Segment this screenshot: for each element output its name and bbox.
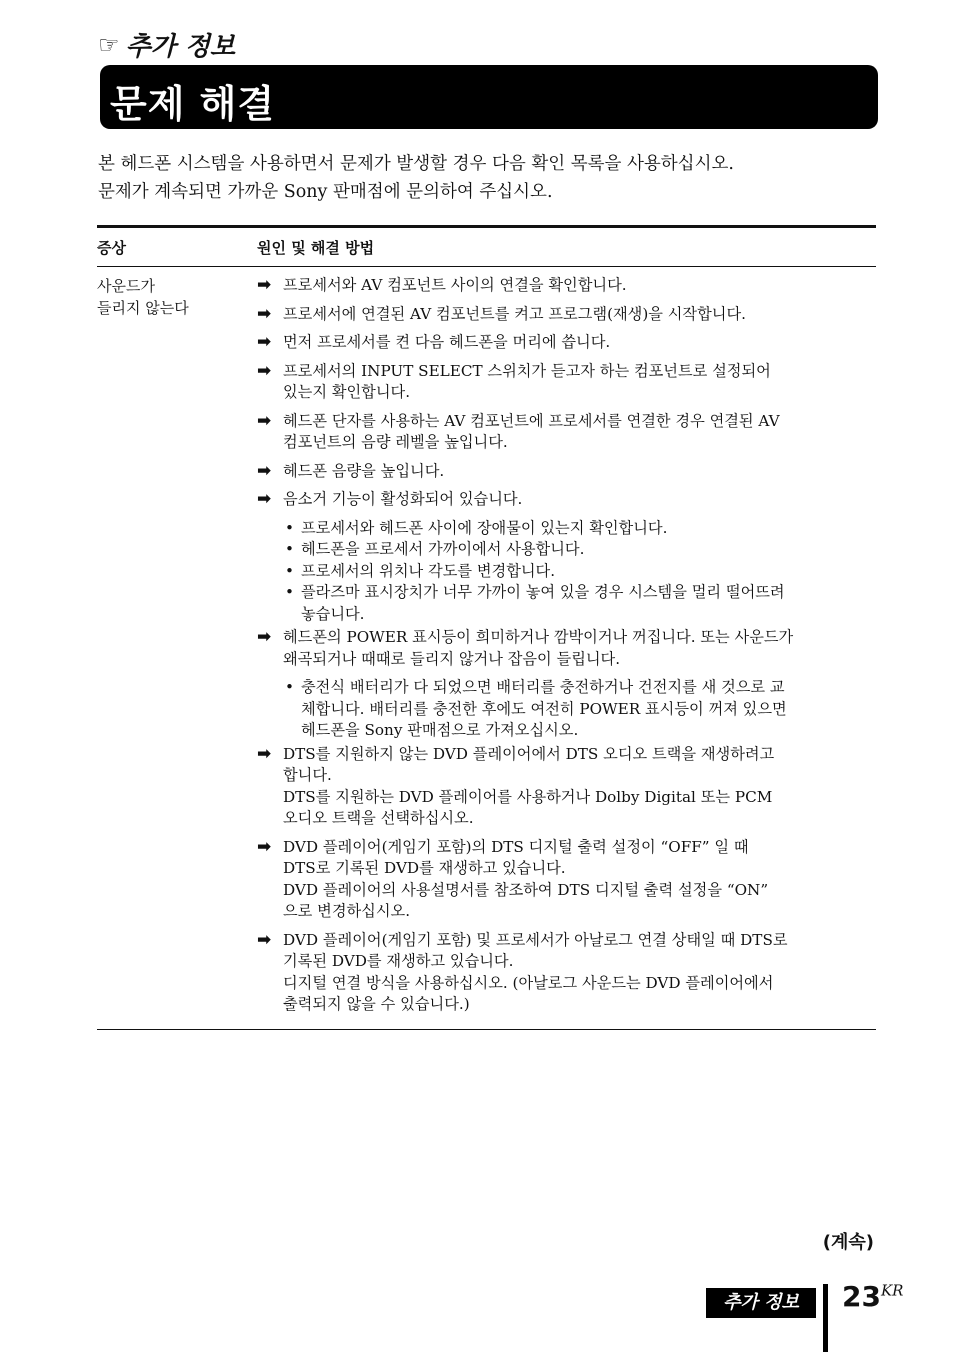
bullet-text: 프로세서의 위치나 각도를 변경합니다. bbox=[301, 561, 556, 580]
arrow-icon: ➡ bbox=[257, 836, 272, 857]
cause-item bbox=[257, 489, 876, 511]
bullet-icon: • bbox=[285, 678, 294, 696]
bullet-icon: • bbox=[285, 583, 294, 601]
cause-item bbox=[257, 461, 876, 483]
cause-item bbox=[257, 361, 876, 404]
bullet-text: 헤드폰을 Sony 판매점으로 가져오십시오. bbox=[301, 721, 579, 739]
cause-text: 헤드폰의 POWER 표시등이 희미하거나 깜박이거나 꺼집니다. 또는 사운드가 bbox=[283, 628, 794, 646]
cause-item bbox=[257, 744, 876, 830]
column-header-symptom: 증상 bbox=[97, 238, 126, 257]
cause-text: 왜곡되거나 때때로 들리지 않거나 잡음이 들립니다. bbox=[283, 649, 621, 668]
cause-item bbox=[257, 411, 876, 454]
cause-text: 합니다. bbox=[283, 766, 332, 784]
cause-text: 디지털 연결 방식을 사용하십시오. (아날로그 사운드는 DVD 플레이어에서 bbox=[283, 973, 774, 992]
symptom-line: 들리지 않는다 bbox=[97, 299, 189, 317]
cause-item bbox=[257, 332, 876, 354]
bullet-list bbox=[283, 677, 876, 742]
troubleshooting-table bbox=[97, 225, 876, 1030]
cause-text: 컴포넌트의 음량 레벨을 높입니다. bbox=[283, 433, 508, 451]
cause-text: 헤드폰 단자를 사용하는 AV 컴포넌트에 프로세서를 연결한 경우 연결된 AV bbox=[283, 411, 780, 430]
arrow-icon: ➡ bbox=[257, 332, 272, 352]
cause-item bbox=[257, 304, 876, 326]
list-item bbox=[283, 677, 876, 742]
page-number-value: 23 bbox=[842, 1280, 881, 1313]
list-item bbox=[283, 582, 876, 625]
cause-text: 있는지 확인합니다. bbox=[283, 383, 411, 401]
pointing-hand-icon: ☞ bbox=[98, 30, 120, 59]
cause-text: 음소거 기능이 활성화되어 있습니다. bbox=[283, 490, 523, 508]
symptom-line: 사운드가 bbox=[97, 277, 155, 295]
symptom-cell bbox=[97, 275, 257, 1023]
cause-text: DVD 플레이어(게임기 포함) 및 프로세서가 아날로그 연결 상태일 때 DTS로 bbox=[283, 930, 788, 949]
cause-text: DTS를 지원하는 DVD 플레이어를 사용하거나 Dolby Digital 또는 PCM bbox=[283, 787, 773, 806]
cause-text: DTS로 기록된 DVD를 재생하고 있습니다. bbox=[283, 859, 566, 877]
section-header bbox=[98, 26, 235, 63]
arrow-icon: ➡ bbox=[257, 743, 272, 764]
page-number bbox=[842, 1280, 903, 1313]
table-header bbox=[97, 228, 876, 267]
continued-label: (계속) bbox=[822, 1232, 874, 1253]
cause-cell bbox=[257, 275, 876, 1023]
intro-line: 본 헤드폰 시스템을 사용하면서 문제가 발생할 경우 다음 확인 목록을 사용하십시오. bbox=[98, 154, 734, 174]
cause-text: 으로 변경하십시오. bbox=[283, 902, 411, 920]
table-row bbox=[97, 267, 876, 1029]
cause-text: 오디오 트랙을 선택하십시오. bbox=[283, 809, 474, 827]
footer-divider bbox=[823, 1284, 828, 1352]
arrow-icon: ➡ bbox=[257, 489, 272, 509]
cause-text: 헤드폰 음량을 높입니다. bbox=[283, 461, 445, 480]
cause-item bbox=[257, 930, 876, 1016]
list-item bbox=[283, 518, 876, 540]
arrow-icon: ➡ bbox=[257, 627, 272, 647]
bullet-text: 체합니다. 배터리를 충전한 후에도 여전히 POWER 표시등이 꺼져 있으면 bbox=[301, 699, 787, 718]
intro-paragraph bbox=[98, 150, 878, 206]
cause-text: DVD 플레이어의 사용설명서를 참조하여 DTS 디지털 출력 설정을 “ON” bbox=[283, 880, 769, 899]
bullet-text: 프로세서와 헤드폰 사이에 장애물이 있는지 확인합니다. bbox=[301, 518, 668, 537]
footer-section-label: 추가 정보 bbox=[706, 1288, 816, 1318]
cause-text: DTS를 지원하지 않는 DVD 플레이어에서 DTS 오디오 트랙을 재생하려고 bbox=[283, 744, 775, 763]
bullet-icon: • bbox=[285, 518, 294, 537]
list-item bbox=[283, 539, 876, 561]
arrow-icon: ➡ bbox=[257, 360, 272, 381]
bullet-icon: • bbox=[285, 561, 294, 580]
cause-text: 프로세서에 연결된 AV 컴포넌트를 켜고 프로그램(재생)을 시작합니다. bbox=[283, 304, 746, 323]
section-title: 추가 정보 bbox=[125, 32, 236, 62]
arrow-icon: ➡ bbox=[257, 929, 272, 950]
cause-item bbox=[257, 275, 876, 297]
bullet-list bbox=[283, 518, 876, 626]
arrow-icon: ➡ bbox=[257, 303, 272, 324]
page-title-bar bbox=[100, 65, 878, 129]
arrow-icon: ➡ bbox=[257, 460, 272, 481]
arrow-icon: ➡ bbox=[257, 410, 272, 431]
intro-line: 문제가 계속되면 가까운 Sony 판매점에 문의하여 주십시오. bbox=[98, 182, 553, 202]
cause-item bbox=[257, 837, 876, 923]
arrow-icon: ➡ bbox=[257, 275, 272, 295]
bullet-text: 헤드폰을 프로세서 가까이에서 사용합니다. bbox=[301, 540, 585, 558]
bullet-text: 플라즈마 표시장치가 너무 가까이 놓여 있을 경우 시스템을 멀리 떨어뜨려 bbox=[301, 583, 785, 601]
bullet-icon: • bbox=[285, 540, 294, 558]
cause-text: 기록된 DVD를 재생하고 있습니다. bbox=[283, 952, 514, 970]
cause-text: 프로세서의 INPUT SELECT 스위치가 듣고자 하는 컴포넌트로 설정되어 bbox=[283, 361, 771, 380]
cause-text: DVD 플레이어(게임기 포함)의 DTS 디지털 출력 설정이 “OFF” 일 때 bbox=[283, 837, 749, 856]
bullet-text: 놓습니다. bbox=[301, 604, 365, 623]
cause-text: 프로세서와 AV 컴포넌트 사이의 연결을 확인합니다. bbox=[283, 276, 627, 294]
page-number-suffix: KR bbox=[880, 1281, 904, 1300]
cause-text: 먼저 프로세서를 켠 다음 헤드폰을 머리에 씁니다. bbox=[283, 333, 611, 351]
column-header-cause: 원인 및 해결 방법 bbox=[257, 238, 375, 257]
page-title: 문제 해결 bbox=[110, 82, 276, 126]
cause-item bbox=[257, 627, 876, 670]
bullet-text: 충전식 배터리가 다 되었으면 배터리를 충전하거나 건전지를 새 것으로 교 bbox=[301, 678, 785, 696]
cause-text: 출력되지 않을 수 있습니다.) bbox=[283, 995, 470, 1013]
list-item bbox=[283, 561, 876, 583]
